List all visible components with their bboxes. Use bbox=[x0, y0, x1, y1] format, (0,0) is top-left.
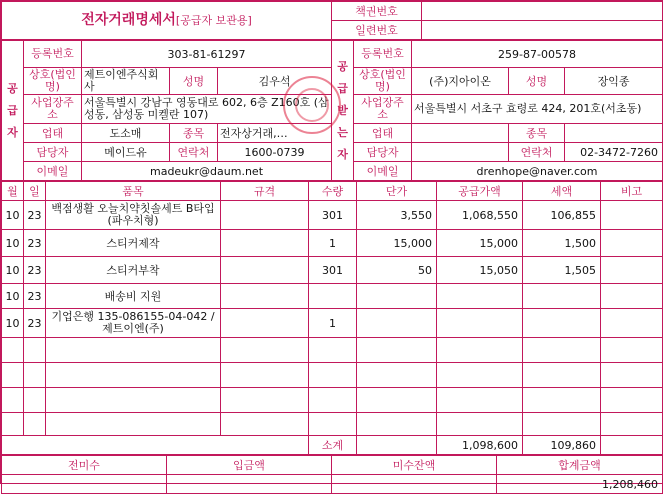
receiver-email-label: 이메일 bbox=[354, 162, 412, 181]
row-day: 23 bbox=[24, 284, 46, 309]
row-unit-price: 15,000 bbox=[357, 230, 437, 257]
footer-table bbox=[1, 455, 663, 494]
row-unit-price: 50 bbox=[357, 257, 437, 284]
header-unit-price: 단가 bbox=[357, 182, 437, 201]
header-table bbox=[1, 1, 663, 40]
row-item-name: 스티커제작 bbox=[46, 230, 221, 257]
deposit-value bbox=[167, 475, 332, 494]
subtotal-label: 소계 bbox=[309, 436, 357, 455]
supplier-item-label: 종목 bbox=[170, 124, 218, 143]
row-qty: 1 bbox=[309, 309, 357, 338]
header-tax: 세액 bbox=[523, 182, 601, 201]
row-spec bbox=[221, 284, 309, 309]
receiver-manager bbox=[412, 143, 509, 162]
supplier-manager-label: 담당자 bbox=[24, 143, 82, 162]
row-month: 10 bbox=[2, 201, 24, 230]
header-month: 월 bbox=[2, 182, 24, 201]
row-spec bbox=[221, 309, 309, 338]
row-spec bbox=[221, 257, 309, 284]
receiver-contact: 02-3472-7260 bbox=[565, 143, 663, 162]
supplier-email-label: 이메일 bbox=[24, 162, 82, 181]
supplier-address: 서울특별시 강남구 영동대로 602, 6층 Z160호 (삼성동, 삼성동 미켈란 107) bbox=[82, 95, 332, 124]
supplier-address-label: 사업장주소 bbox=[24, 95, 82, 124]
receiver-ceo-label: 성명 bbox=[509, 68, 565, 95]
row-day: 23 bbox=[24, 201, 46, 230]
title-subtitle: [공급자 보관용] bbox=[175, 14, 252, 27]
receiver-email: drenhope@naver.com bbox=[412, 162, 663, 181]
receiver-item-label: 종목 bbox=[509, 124, 565, 143]
table-row bbox=[2, 284, 663, 309]
row-item-name: 스티커부착 bbox=[46, 257, 221, 284]
subtotal-tax: 109,860 bbox=[523, 436, 601, 455]
serial-no-label: 일련번호 bbox=[332, 21, 422, 40]
supplier-reg-no: 303-81-61297 bbox=[82, 41, 332, 68]
row-month: 10 bbox=[2, 230, 24, 257]
items-table bbox=[1, 181, 663, 455]
supplier-business-type-label: 업태 bbox=[24, 124, 82, 143]
row-tax: 1,500 bbox=[523, 230, 601, 257]
row-supply bbox=[437, 309, 523, 338]
row-qty bbox=[309, 284, 357, 309]
header-spec: 규격 bbox=[221, 182, 309, 201]
receiver-company-label: 상호(법인명) bbox=[354, 68, 412, 95]
receiver-reg-no: 259-87-00578 bbox=[412, 41, 663, 68]
row-unit-price bbox=[357, 309, 437, 338]
row-supply: 15,050 bbox=[437, 257, 523, 284]
empty-row bbox=[2, 363, 663, 388]
balance-value bbox=[332, 475, 497, 494]
row-tax: 1,505 bbox=[523, 257, 601, 284]
table-row bbox=[2, 201, 663, 230]
supplier-item: 전자상거래,… bbox=[218, 124, 332, 143]
receiver-address-label: 사업장주소 bbox=[354, 95, 412, 124]
row-spec bbox=[221, 201, 309, 230]
row-qty: 301 bbox=[309, 201, 357, 230]
row-item-name: 백점생활 오늘치약칫솔세트 B타입(파우치형) bbox=[46, 201, 221, 230]
title-text: 전자거래명세서 bbox=[81, 12, 176, 28]
balance-label: 미수잔액 bbox=[332, 456, 497, 475]
header-day: 일 bbox=[24, 182, 46, 201]
row-note bbox=[601, 201, 663, 230]
row-day: 23 bbox=[24, 257, 46, 284]
header-supply: 공급가액 bbox=[437, 182, 523, 201]
subtotal-row bbox=[2, 436, 663, 455]
row-qty: 1 bbox=[309, 230, 357, 257]
supplier-reg-no-label: 등록번호 bbox=[24, 41, 82, 68]
row-note bbox=[601, 284, 663, 309]
unpaid-label: 전미수 bbox=[2, 456, 167, 475]
row-day: 23 bbox=[24, 309, 46, 338]
receiver-reg-no-label: 등록번호 bbox=[354, 41, 412, 68]
row-tax: 106,855 bbox=[523, 201, 601, 230]
row-item-name: 배송비 지원 bbox=[46, 284, 221, 309]
header-item-name: 품목 bbox=[46, 182, 221, 201]
row-day: 23 bbox=[24, 230, 46, 257]
document-title bbox=[2, 2, 332, 40]
book-no-value bbox=[422, 2, 663, 21]
unpaid-value bbox=[2, 475, 167, 494]
supplier-email: madeukr@daum.net bbox=[82, 162, 332, 181]
serial-no-value bbox=[422, 21, 663, 40]
row-note bbox=[601, 309, 663, 338]
supplier-company: 제트이엔주식회사 bbox=[82, 68, 170, 95]
total-value: 1,208,460 bbox=[497, 475, 663, 494]
row-item-name: 기업은행 135-086155-04-042 / 제트이엔(주) bbox=[46, 309, 221, 338]
items-header-row bbox=[2, 182, 663, 201]
subtotal-supply: 1,098,600 bbox=[437, 436, 523, 455]
receiver-manager-label: 담당자 bbox=[354, 143, 412, 162]
row-unit-price bbox=[357, 284, 437, 309]
receiver-company: (주)지아이온 bbox=[412, 68, 509, 95]
table-row bbox=[2, 309, 663, 338]
empty-row bbox=[2, 388, 663, 413]
supplier-contact-label: 연락처 bbox=[170, 143, 218, 162]
book-no-label: 책권번호 bbox=[332, 2, 422, 21]
row-qty: 301 bbox=[309, 257, 357, 284]
table-row bbox=[2, 257, 663, 284]
receiver-business-type-label: 업태 bbox=[354, 124, 412, 143]
supplier-business-type: 도소매 bbox=[82, 124, 170, 143]
receiver-ceo: 장익종 bbox=[565, 68, 663, 95]
receiver-contact-label: 연락처 bbox=[509, 143, 565, 162]
receiver-side-label: 공 급 받 는 자 bbox=[332, 41, 354, 181]
empty-row bbox=[2, 338, 663, 363]
receiver-address: 서울특별시 서초구 효령로 424, 201호(서초동) bbox=[412, 95, 663, 124]
total-label: 합계금액 bbox=[497, 456, 663, 475]
supplier-side-label: 공 급 자 bbox=[2, 41, 24, 181]
header-qty: 수량 bbox=[309, 182, 357, 201]
table-row bbox=[2, 230, 663, 257]
supplier-ceo: 김우석 bbox=[218, 68, 332, 95]
row-supply bbox=[437, 284, 523, 309]
row-month: 10 bbox=[2, 309, 24, 338]
row-supply: 1,068,550 bbox=[437, 201, 523, 230]
receiver-business-type bbox=[412, 124, 509, 143]
parties-table bbox=[1, 40, 663, 181]
row-unit-price: 3,550 bbox=[357, 201, 437, 230]
row-month: 10 bbox=[2, 284, 24, 309]
row-spec bbox=[221, 230, 309, 257]
row-supply: 15,000 bbox=[437, 230, 523, 257]
supplier-manager: 메이드유 bbox=[82, 143, 170, 162]
empty-row bbox=[2, 413, 663, 436]
supplier-ceo-label: 성명 bbox=[170, 68, 218, 95]
row-note bbox=[601, 230, 663, 257]
header-note: 비고 bbox=[601, 182, 663, 201]
row-tax bbox=[523, 284, 601, 309]
supplier-company-label: 상호(법인명) bbox=[24, 68, 82, 95]
row-note bbox=[601, 257, 663, 284]
receiver-item bbox=[565, 124, 663, 143]
deposit-label: 입금액 bbox=[167, 456, 332, 475]
supplier-contact: 1600-0739 bbox=[218, 143, 332, 162]
row-tax bbox=[523, 309, 601, 338]
row-month: 10 bbox=[2, 257, 24, 284]
